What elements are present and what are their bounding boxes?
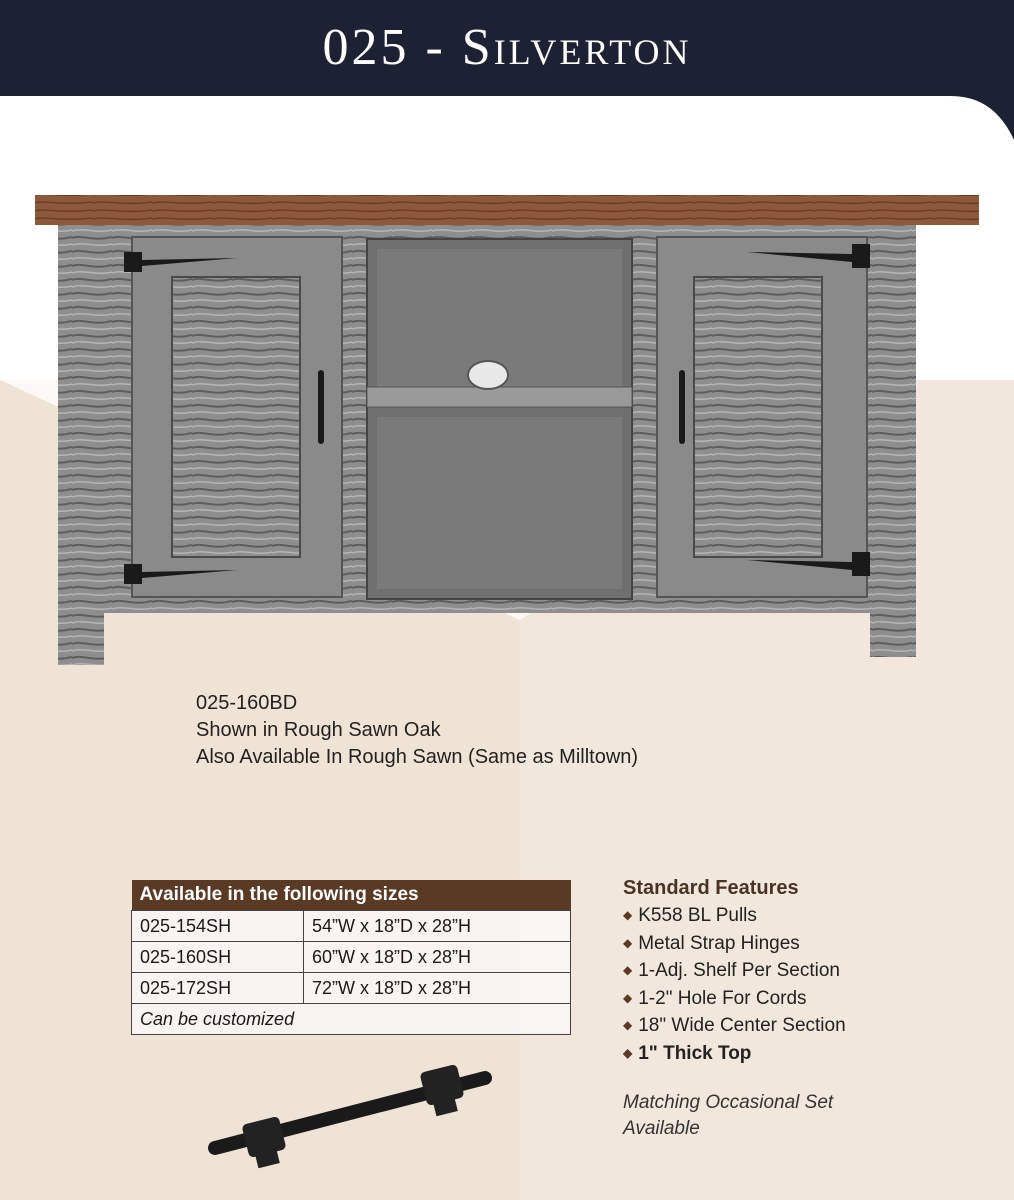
table-row bbox=[132, 973, 571, 1004]
bullet-icon: ◆ bbox=[623, 1018, 633, 1032]
customization-note: Can be customized bbox=[132, 1004, 571, 1035]
bullet-icon: ◆ bbox=[623, 963, 633, 977]
sizes-table bbox=[131, 880, 571, 1035]
page-title: 025 - Silverton bbox=[322, 19, 692, 76]
size-dimensions: 54”W x 18”D x 28”H bbox=[304, 911, 571, 942]
list-item: ◆ 1-2" Hole For Cords bbox=[623, 987, 807, 1009]
product-image bbox=[32, 192, 982, 672]
product-caption bbox=[196, 690, 638, 771]
list-item: ◆ Metal Strap Hinges bbox=[623, 932, 800, 954]
size-model: 025-172SH bbox=[132, 973, 304, 1004]
list-item: ◆ 1-Adj. Shelf Per Section bbox=[623, 960, 840, 981]
matching-line-1: Matching Occasional Set bbox=[623, 1092, 834, 1113]
model-number: 025-160BD bbox=[196, 692, 298, 714]
shown-in-text: Shown in Rough Sawn Oak bbox=[196, 719, 441, 741]
bullet-icon: ◆ bbox=[623, 935, 633, 950]
list-item: ◆ 1" Thick Top bbox=[623, 1042, 752, 1064]
features-title: Standard Features bbox=[623, 877, 799, 899]
also-available-text: Also Available In Rough Sawn (Same as Milltown) bbox=[196, 746, 639, 768]
bullet-icon: ◆ bbox=[623, 908, 633, 922]
size-model: 025-160SH bbox=[132, 942, 304, 973]
sizes-table-header: Available in the following sizes bbox=[132, 880, 571, 911]
size-dimensions: 72”W x 18”D x 28”H bbox=[304, 973, 571, 1004]
standard-features bbox=[623, 877, 846, 1067]
table-row bbox=[132, 911, 571, 942]
size-model: 025-154SH bbox=[132, 911, 304, 942]
bullet-icon: ◆ bbox=[623, 990, 633, 1005]
matching-line-2: Available bbox=[623, 1118, 700, 1139]
size-dimensions: 60”W x 18”D x 28”H bbox=[304, 942, 571, 973]
matching-set-note bbox=[623, 1090, 833, 1142]
table-row bbox=[132, 1004, 571, 1035]
list-item: ◆ 18" Wide Center Section bbox=[623, 1015, 846, 1036]
bullet-icon: ◆ bbox=[623, 1045, 633, 1060]
bar-pull-image bbox=[205, 1060, 495, 1170]
features-list bbox=[623, 902, 846, 1067]
list-item: ◆ K558 BL Pulls bbox=[623, 905, 757, 926]
table-row bbox=[132, 942, 571, 973]
